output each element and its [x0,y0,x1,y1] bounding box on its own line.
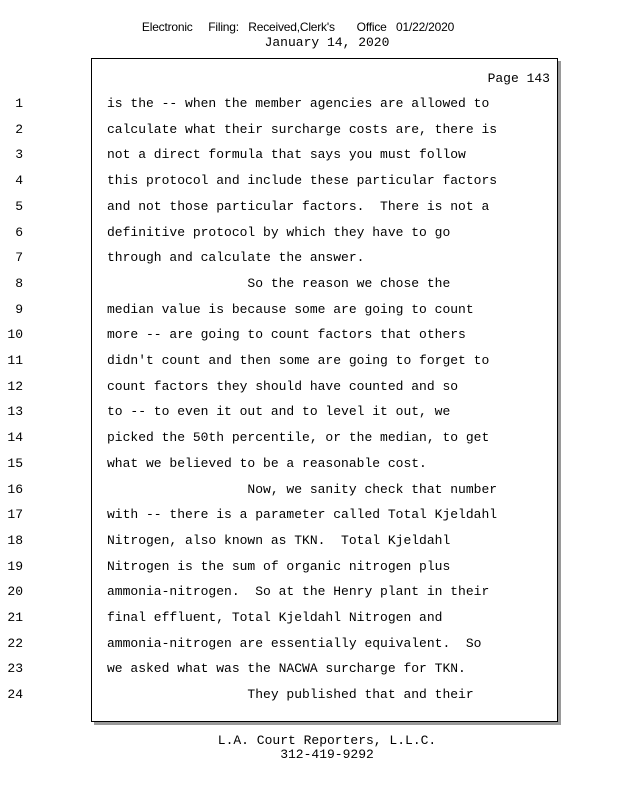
line-number: 15 [7,455,23,471]
line-number: 19 [7,558,23,574]
transcript-line: calculate what their surcharge costs are, there is [107,121,498,137]
transcript-line: Nitrogen, also known as TKN. Total Kjeldahl [107,532,451,548]
line-number: 11 [7,353,23,368]
transcript-line: this protocol and include these particular factors [107,173,498,189]
transcript-line: not a direct formula that says you must follow [107,147,466,163]
line-number: 14 [7,430,23,446]
transcript-line: median value is because some are going to count [107,301,474,317]
transcript-page [7,58,558,722]
transcript-line: to -- to even it out and to level it out, we [107,404,451,420]
line-number: 9 [15,301,23,317]
transcript-line: definitive protocol by which they have to go [107,224,451,240]
page-number: Page 143 [487,71,550,86]
line-number: 20 [7,584,23,600]
line-number: 17 [7,507,23,523]
line-number: 7 [15,250,23,266]
line-number: 5 [15,198,23,214]
transcript-date: January 14, 2020 [264,35,390,50]
transcript-line: more -- are going to count factors that others [107,327,466,343]
transcript-line: through and calculate the answer. [107,250,365,266]
transcript-line: ammonia-nitrogen are essentially equivalent. So [107,635,482,651]
transcript-line: They published that and their [107,687,474,703]
line-number: 10 [7,327,23,343]
line-number: 3 [15,147,23,163]
line-number: 23 [7,661,23,677]
transcript-line: Nitrogen is the sum of organic nitrogen plus [107,558,451,574]
transcript-line: ammonia-nitrogen. So at the Henry plant in their [107,584,490,600]
line-number: 2 [15,121,23,137]
filing-stamp: Electronic Filing: Received,Clerk's Office 01/22/2020 [141,20,455,34]
transcript-line: final effluent, Total Kjeldahl Nitrogen and [107,610,443,625]
line-number: 6 [15,224,23,240]
line-number: 8 [15,275,23,291]
line-number: 21 [7,610,23,625]
transcript-line: we asked what was the NACWA surcharge for TKN. [107,661,466,677]
line-number: 12 [7,378,23,394]
line-number: 24 [7,687,23,703]
line-number: 13 [7,404,23,420]
line-number: 1 [15,96,23,111]
transcript-line: is the -- when the member agencies are allowed to [107,96,490,111]
transcript-line: So the reason we chose the [107,275,451,291]
line-number: 16 [7,481,23,497]
reporter-phone: 312-419-9292 [280,747,374,762]
line-number: 4 [15,173,23,189]
line-number: 18 [7,532,23,548]
transcript-line: with -- there is a parameter called Total Kjeldahl [107,507,498,523]
transcript-body [7,59,557,721]
transcript-line: didn't count and then some are going to forget to [107,353,490,368]
transcript-line: Now, we sanity check that number [107,481,498,497]
transcript-line: and not those particular factors. There is not a [107,198,490,214]
transcript-line: count factors they should have counted and so [107,378,459,394]
transcript-line: picked the 50th percentile, or the median, to get [107,430,490,446]
reporter-company: L.A. Court Reporters, L.L.C. [217,733,437,748]
transcript-line: what we believed to be a reasonable cost. [107,455,427,471]
line-number: 22 [7,635,23,651]
